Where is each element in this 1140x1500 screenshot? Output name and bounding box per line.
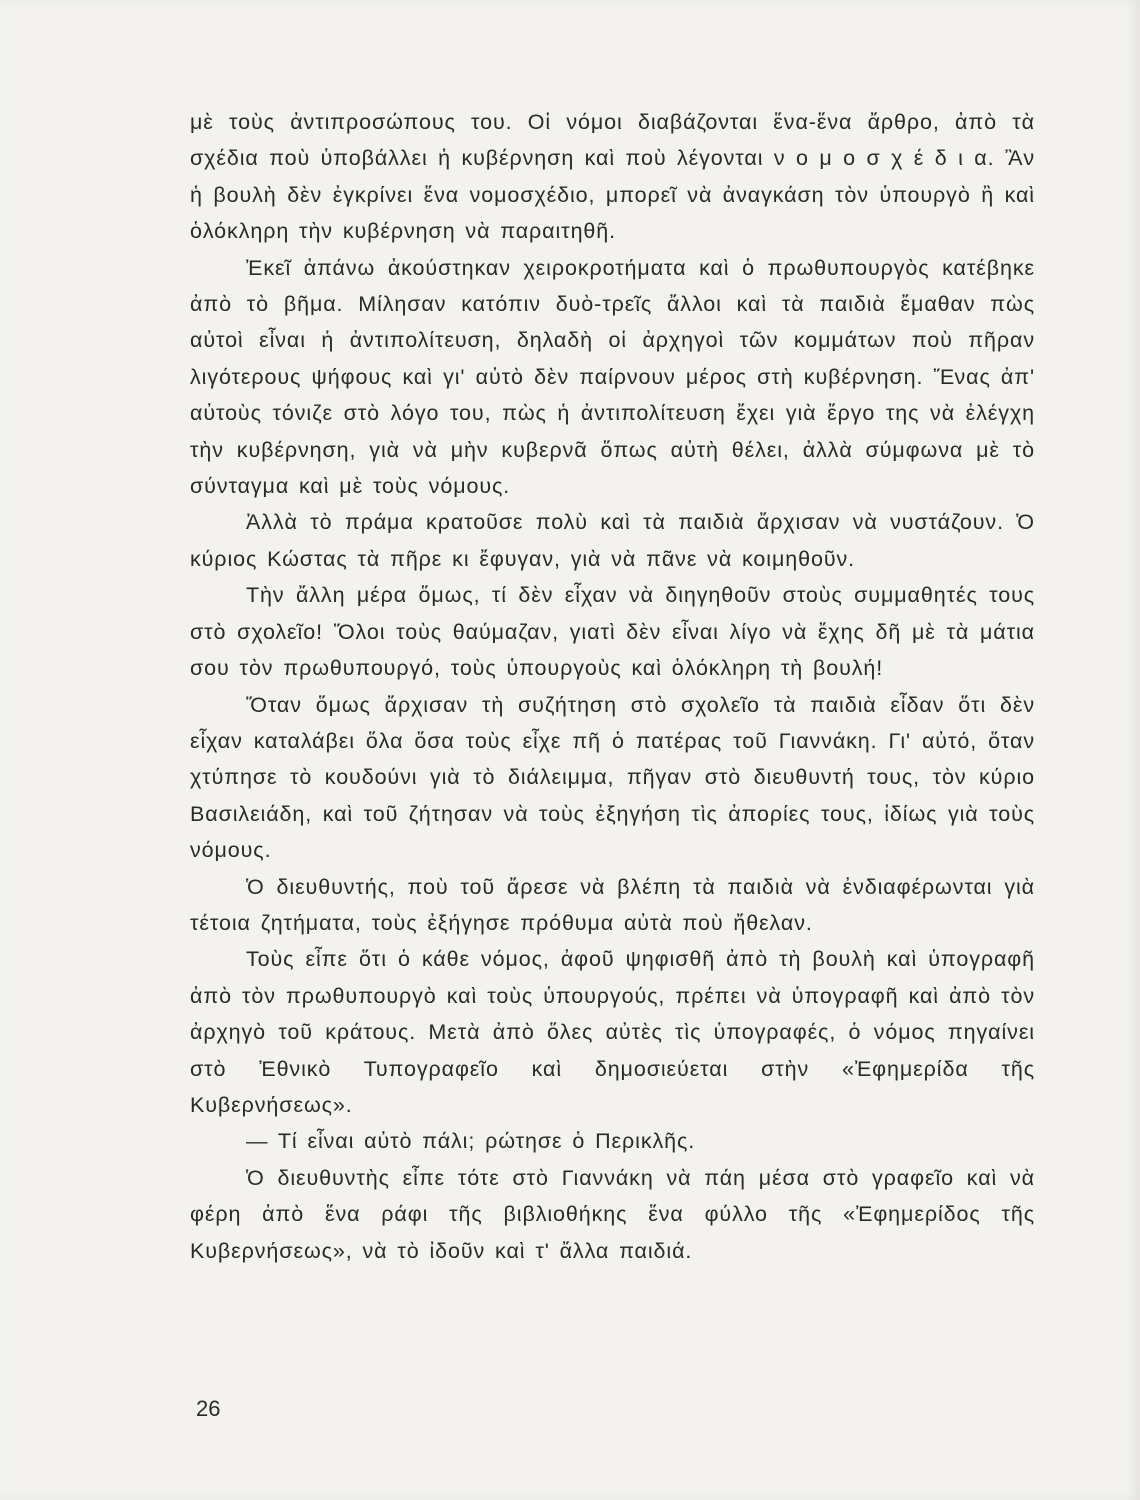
paragraph: Ὁ διευθυντής, ποὺ τοῦ ἄρεσε νὰ βλέπη τὰ παιδιὰ νὰ ἐνδιαφέρωνται γιὰ τέτοια ζητήματα, τοὺς ἐξήγησε πρόθυμα αὐτὰ ποὺ ἤθελαν. — [190, 874, 1035, 935]
paragraph: Ὅταν ὅμως ἄρχισαν τὴ συζήτηση στὸ σχολεῖο τὰ παιδιὰ εἶδαν ὅτι δὲν εἶχαν καταλάβει ὅλα ὅσα τοὺς εἶχε πῆ ὁ πατέρας τοῦ Γιαννάκη. Γι' αὐτό, ὅταν χτύπησε τὸ κουδούνι γιὰ τὸ διάλειμμα, πῆγαν στὸ διευθυντή τους, τὸν κύριο Βασιλειάδη, καὶ τοῦ ζήτησαν νὰ τοὺς ἐξηγήση τὶς ἀπορίες τους, ἰδίως γιὰ τοὺς νόμους. — [190, 692, 1035, 863]
paragraph: Τοὺς εἶπε ὅτι ὁ κάθε νόμος, ἀφοῦ ψηφισθῆ ἀπὸ τὴ βουλὴ καὶ ὑπογραφῆ ἀπὸ τὸν πρωθυπουργὸ καὶ τοὺς ὑπουργούς, πρέπει νὰ ὑπογραφῆ καὶ ἀπὸ τὸν ἀρχηγὸ τοῦ κράτους. Μετὰ ἀπὸ ὅλες αὐτὲς τὶς ὑπογραφές, ὁ νόμος πηγαίνει στὸ Ἐθνικὸ Τυπογραφεῖο καὶ δημοσιεύεται στὴν «Ἐφημερίδα τῆς Κυβερνήσεως». — [190, 947, 1035, 1117]
paragraph: Ὁ διευθυντὴς εἶπε τότε στὸ Γιαννάκη νὰ πάη μέσα στὸ γραφεῖο καὶ νὰ φέρη ἀπὸ ἕνα ράφι τῆς βιβλιοθήκης ἕνα φύλλο τῆς «Ἐφημερίδος τῆς Κυβερνήσεως», νὰ τὸ ἰδοῦν καὶ τ' ἄλλα παιδιά. — [190, 1165, 1035, 1263]
paragraph: Ἐκεῖ ἀπάνω ἀκούστηκαν χειροκροτήματα καὶ ὁ πρωθυπουργὸς κατέβηκε ἀπὸ τὸ βῆμα. Μίλησαν κατόπιν δυὸ-τρεῖς ἄλλοι καὶ τὰ παιδιὰ ἔμαθαν πὼς αὐτοὶ εἶναι ἡ ἀντιπολίτευση, δηλαδὴ οἱ ἀρχηγοὶ τῶν κομμάτων ποὺ πῆραν λιγότερους ψήφους καὶ γι' αὐτὸ δὲν παίρνουν μέρος στὴ κυβέρνηση. Ἕνας ἀπ' αὐτοὺς τόνιζε στὸ λόγο του, πὼς ἡ ἀντιπολίτευση ἔχει γιὰ ἔργο της νὰ ἐλέγχη τὴν κυβέρνηση, γιὰ νὰ μὴν κυβερνᾶ ὅπως αὐτὴ θέλει, ἀλλὰ σύμφωνα μὲ τὸ σύνταγμα καὶ μὲ τοὺς νόμους. — [190, 255, 1035, 499]
dialogue-line: — Τί εἶναι αὐτὸ πάλι; ρώτησε ὁ Περικλῆς. — [246, 1129, 696, 1154]
body-text — [190, 104, 1035, 1269]
paragraph: μὲ τοὺς ἀντιπροσώπους του. Οἱ νόμοι διαβάζονται ἕνα-ἕνα ἄρθρο, ἀπὸ τὰ σχέδια ποὺ ὑποβάλλει ἡ κυβέρνηση καὶ ποὺ λέγονται ν ο μ ο σ χ έ δ ι α. Ἂν ἡ βουλὴ δὲν ἐγκρίνει ἕνα νομοσχέδιο, μπορεῖ νὰ ἀναγκάση τὸν ὑπουργὸ ἢ καὶ ὁλόκληρη τὴν κυβέρνηση νὰ παραιτηθῆ. — [190, 110, 1035, 244]
page-number: 26 — [196, 1396, 221, 1421]
paragraph: Τὴν ἄλλη μέρα ὅμως, τί δὲν εἶχαν νὰ διηγηθοῦν στοὺς συμμαθητές τους στὸ σχολεῖο! Ὅλοι τοὺς θαύμαζαν, γιατὶ δὲν εἶναι λίγο νὰ ἔχης δῆ μὲ τὰ μάτια σου τὸν πρωθυπουργό, τοὺς ὑπουργοὺς καὶ ὁλόκληρη τὴ βουλή! — [190, 583, 1035, 681]
paragraph: Ἀλλὰ τὸ πράμα κρατοῦσε πολὺ καὶ τὰ παιδιὰ ἄρχισαν νὰ νυστάζουν. Ὁ κύριος Κώστας τὰ πῆρε κι ἔφυγαν, γιὰ νὰ πᾶνε νὰ κοιμηθοῦν. — [190, 510, 1035, 571]
